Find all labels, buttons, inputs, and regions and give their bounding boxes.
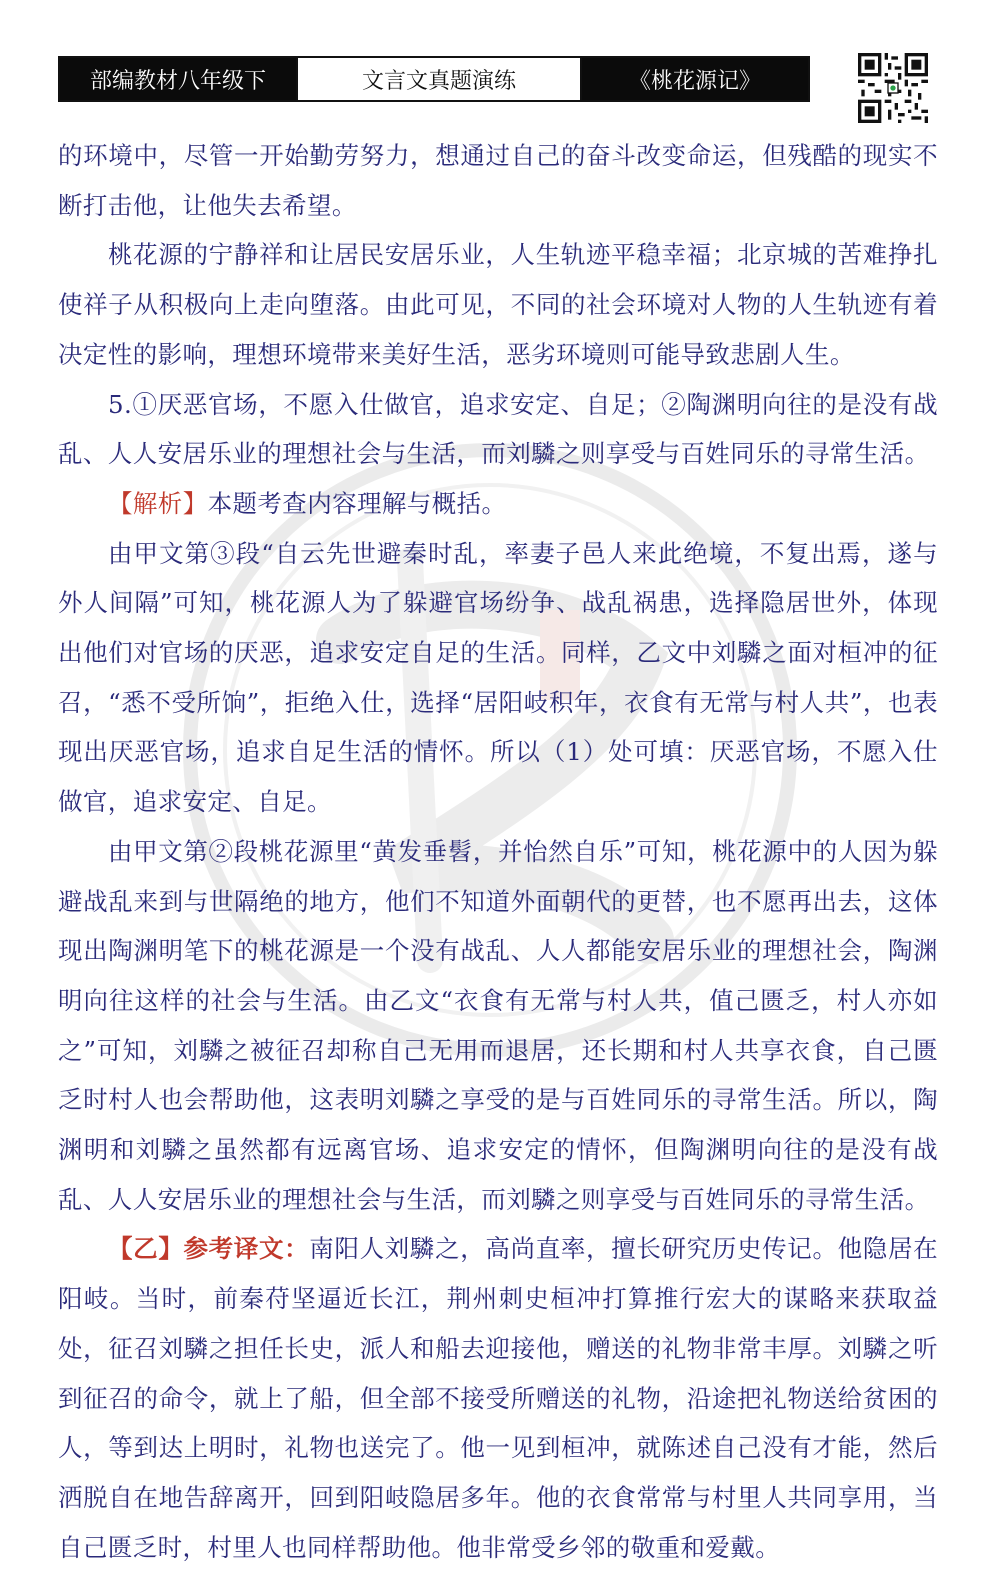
qr-code-icon [858,53,928,123]
translation-tag: 【乙】参考译文： [108,1234,310,1264]
analysis-paragraph-1: 由甲文第③段“自云先世避秦时乱，率妻子邑人来此绝境，不复出焉，遂与外人间隔”可知，桃花源人为了躲避官场纷争、战乱祸患，选择隐居世外，体现出他们对官场的厌恶，追求安定自足的生活。同样，乙文中刘驎之面对桓冲的征召，“悉不受所饷”，拒绝入仕，选择“居阳岐积年，衣食有无常与村人共”，也表现出厌恶官场，追求自足生活的情怀。所以（1）处可填：厌恶官场，不愿入仕做官，追求安定、自足。 [58,538,938,817]
translation-paragraph [58,1224,938,1572]
analysis-paragraph-2: 由甲文第②段桃花源里“黄发垂髫，并怡然自乐”可知，桃花源中的人因为躲避战乱来到与世隔绝的地方，他们不知道外面朝代的更替，也不愿再出去，这体现出陶渊明笔下的桃花源是一个没有战乱、人人都能安居乐业的理想社会，陶渊明向往这样的社会与生活。由乙文“衣食有无常与村人共，值己匮乏，村人亦如之”可知，刘驎之被征召却称自己无用而退居，还长期和村人共享衣食，自己匮乏时村人也会帮助他，这表明刘驎之享受的是与百姓同乐的寻常生活。所以，陶渊明和刘驎之虽然都有远离官场、追求安定的情怀，但陶渊明向往的是没有战乱、人人安居乐业的理想社会与生活，而刘驎之则享受与百姓同乐的寻常生活。 [58,836,938,1214]
translation-text: 南阳人刘驎之，高尚直率，擅长研究历史传记。他隐居在阳岐。当时，前秦苻坚逼近长江，荆州刺史桓冲打算推行宏大的谋略来获取益处，征召刘驎之担任长史，派人和船去迎接他，赠送的礼物非常丰厚。刘驎之听到征召的命令，就上了船，但全部不接受所赠送的礼物，沿途把礼物送给贫困的人，等到达上明时，礼物也送完了。他一见到桓冲，就陈述自己没有才能，然后洒脱自在地告辞离开，回到阳岐隐居多年。他的衣食常常与村里人共同享用，当自己匮乏时，村里人也同样帮助他。他非常受乡邻的敬重和爱戴。 [58,1234,939,1562]
header-bar [58,56,810,102]
answer-5: 5.①厌恶官场，不愿入仕做官，追求安定、自足；②陶渊明向往的是没有战乱、人人安居乐业的理想社会与生活，而刘驎之则享受与百姓同乐的寻常生活。 [58,389,938,469]
analysis-text: 本题考查内容理解与概括。 [207,488,507,518]
header-grade: 部编教材八年级下 [60,58,296,100]
answer-content [58,131,938,1572]
header-title: 《桃花源记》 [582,58,808,100]
analysis-heading [58,479,938,529]
paragraph-1: 的环境中，尽管一开始勤劳努力，想通过自己的奋斗改变命运，但残酷的现实不断打击他，让他失去希望。 [58,141,938,220]
analysis-tag: 【解析】 [108,488,208,518]
header-topic: 文言文真题演练 [296,58,582,100]
paragraph-2: 桃花源的宁静祥和让居民安居乐业，人生轨迹平稳幸福；北京城的苦难挣扎使祥子从积极向上走向堕落。由此可见，不同的社会环境对人物的人生轨迹有着决定性的影响，理想环境带来美好生活，恶劣环境则可能导致悲剧人生。 [58,240,938,369]
